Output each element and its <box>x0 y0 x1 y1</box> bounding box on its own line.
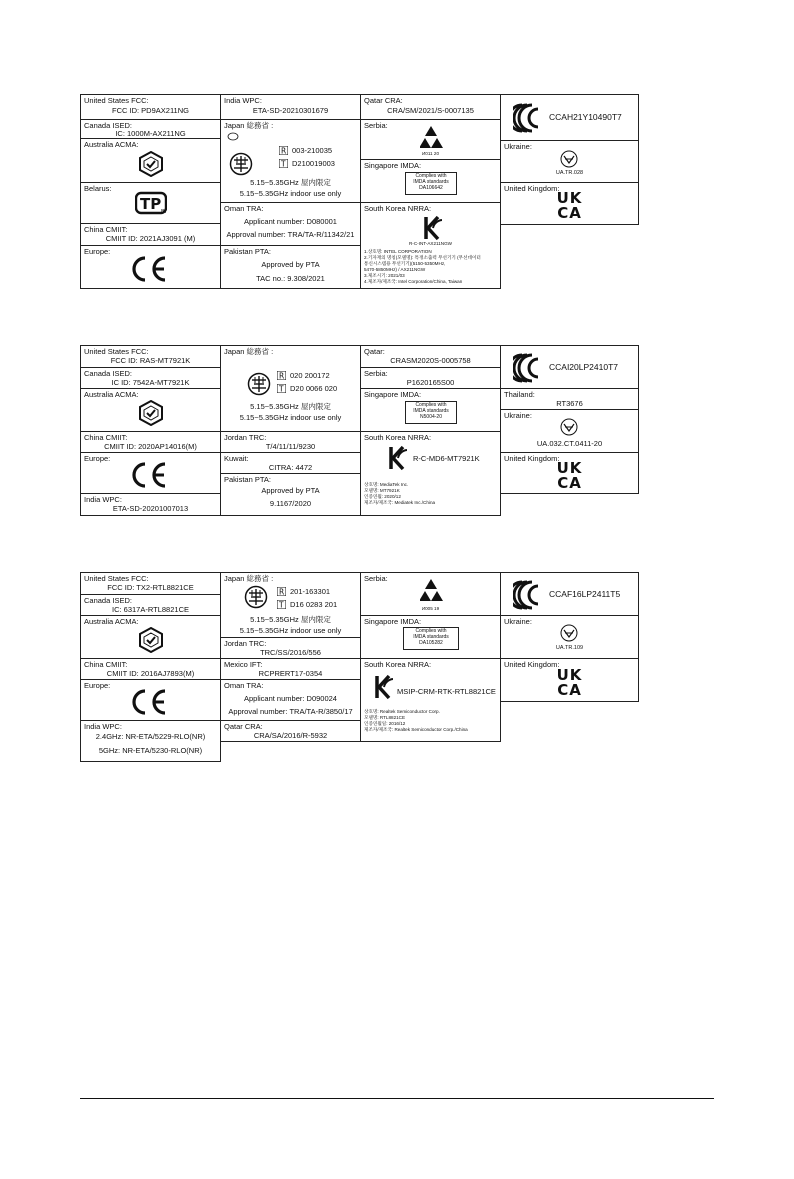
qatar-cra-value: CRA/SM/2021/S-0007135 <box>387 106 474 115</box>
qatar-label: Qatar: <box>364 347 385 356</box>
china-cmiit-value: CMIIT ID: 2021AJ3091 (M) <box>105 234 196 243</box>
cell-jordan-trc <box>221 638 361 659</box>
ncc-mark-icon <box>513 580 545 610</box>
europe-label: Europe: <box>84 454 111 463</box>
us-fcc-label: United States FCC: <box>84 574 149 583</box>
south-korea-label: South Korea NRRA: <box>364 660 432 669</box>
oman-tra-label: Oman TRA: <box>224 204 264 213</box>
ukca-mark-line1: UK <box>556 459 583 477</box>
singapore-imda-label: Singapore IMDA: <box>364 161 422 170</box>
ukca-mark-line2: CA <box>557 474 582 492</box>
cell-belarus <box>81 183 221 224</box>
ncc-code: CCAH21Y10490T7 <box>549 112 622 122</box>
cell-china-cmiit <box>81 432 221 453</box>
cell-ukraine <box>501 141 639 183</box>
japan-indoor: 5.15~5.35GHz indoor use only <box>239 189 342 198</box>
ce-mark-icon <box>131 688 171 716</box>
kr-line-1: 1.상호명: INTEL CORPORATION <box>364 249 432 254</box>
imda-box-line1: Complies with <box>415 402 447 408</box>
cell-australia-acma <box>81 616 221 659</box>
imda-box <box>405 401 457 424</box>
ukca-mark-line1: UK <box>556 666 583 684</box>
ukraine-label: Ukraine: <box>504 617 532 626</box>
us-fcc-value: FCC ID: TX2-RTL8821CE <box>107 583 194 592</box>
cell-europe <box>81 680 221 721</box>
cell-canada-ised <box>81 120 221 139</box>
kr-line-2: 모델명: MT7921K <box>364 488 400 493</box>
ukraine-code: UA.032.CT.0411-20 <box>536 439 603 448</box>
australia-acma-label: Australia ACMA: <box>84 140 139 149</box>
cell-ukraine <box>501 616 639 659</box>
oman-approval: Approval number: TRA/TA-R/3850/17 <box>228 707 353 716</box>
cell-thailand <box>501 389 639 410</box>
tp-by-icon <box>135 191 167 215</box>
cell-australia-acma <box>81 139 221 183</box>
canada-ised-value: IC: 1000M-AX211NG <box>115 129 186 138</box>
japan-indoor: 5.15~5.35GHz indoor use only <box>239 413 342 422</box>
rcm-icon <box>138 400 164 426</box>
cell-pakistan-pta <box>221 474 361 516</box>
cell-serbia <box>361 120 501 160</box>
kr-cert-code: R-C-MD6-MT7921K <box>413 454 480 463</box>
kr-cert-code: R-C-INT-AX211NGW <box>408 241 453 246</box>
jordan-trc-label: Jordan TRC: <box>224 433 267 442</box>
giteki-icon <box>229 152 253 176</box>
pakistan-approved: Approved by PTA <box>261 486 320 495</box>
giteki-icon <box>244 585 268 609</box>
ukraine-mark-icon <box>560 418 578 436</box>
japan-band: 5.15~5.35GHz 屋内限定 <box>250 615 331 624</box>
cert-table-2 <box>80 345 639 516</box>
ncc-code: CCAI20LP2410T7 <box>549 362 618 372</box>
australia-acma-label: Australia ACMA: <box>84 617 139 626</box>
imda-box-code: DA106642 <box>419 185 443 191</box>
india-wpc-24ghz: 2.4GHz: NR-ETA/5229-RLO(NR) <box>95 732 206 741</box>
cell-south-korea <box>361 203 501 289</box>
cell-japan <box>221 120 361 203</box>
kr-line-6: 4.제조자/제조국: Intel Corporation/China, Taiwan <box>364 279 463 284</box>
cell-japan <box>221 573 361 638</box>
t-box-icon <box>277 384 286 393</box>
ce-mark-icon <box>131 255 171 283</box>
r-box-icon <box>279 146 288 155</box>
serbia-value: P1620165S00 <box>406 378 455 387</box>
india-wpc-label: India WPC: <box>84 495 122 504</box>
t-box-icon <box>277 600 286 609</box>
cell-taiwan-ncc <box>501 573 639 616</box>
china-cmiit-value: CMIIT ID: 2016AJ7893(M) <box>106 669 195 678</box>
serbia-label: Serbia: <box>364 574 388 583</box>
jordan-trc-value: TRC/SS/2016/556 <box>260 648 321 657</box>
thailand-value: RT3676 <box>556 399 583 408</box>
belarus-label: Belarus: <box>84 184 112 193</box>
ukraine-mark-icon <box>560 624 578 642</box>
r-box-icon <box>277 587 286 596</box>
cell-mexico-ift <box>221 659 361 680</box>
ukraine-code: UA.TR.109 <box>555 645 584 651</box>
india-wpc-label: India WPC: <box>84 722 122 731</box>
kr-line-3: 인증연월일: 2016/12 <box>364 721 406 726</box>
japan-label: Japan 総務省 : <box>224 347 274 356</box>
oman-applicant: Applicant number: D090024 <box>244 694 337 703</box>
mexico-ift-value: RCPRERT17-0354 <box>258 669 323 678</box>
ce-mark-icon <box>131 461 171 489</box>
cell-india-wpc <box>221 95 361 120</box>
cell-united-kingdom <box>501 183 639 225</box>
australia-acma-label: Australia ACMA: <box>84 390 139 399</box>
jordan-trc-label: Jordan TRC: <box>224 639 267 648</box>
ncc-mark-icon <box>513 103 545 133</box>
kc-mark-icon <box>385 444 407 472</box>
serbia-triangle-icon <box>420 125 444 149</box>
cell-india-wpc <box>81 721 221 762</box>
united-kingdom-label: United Kingdom: <box>504 454 560 463</box>
cell-japan <box>221 346 361 432</box>
serbia-code: И011 20 <box>421 151 439 156</box>
cell-ukraine <box>501 410 639 453</box>
canada-ised-label: Canada ISED: <box>84 596 132 605</box>
oman-applicant: Applicant number: D080001 <box>244 217 337 226</box>
japan-label: Japan 総務省 : <box>224 121 274 130</box>
india-wpc-label: India WPC: <box>224 96 262 105</box>
canada-ised-label: Canada ISED: <box>84 369 132 378</box>
europe-label: Europe: <box>84 247 111 256</box>
pakistan-tac: TAC no.: 9.308/2021 <box>256 274 325 283</box>
cell-qatar <box>361 346 501 368</box>
cell-us-fcc <box>81 95 221 120</box>
cell-canada-ised <box>81 595 221 616</box>
us-fcc-value: FCC ID: PD9AX211NG <box>112 106 189 115</box>
t-box-icon <box>279 159 288 168</box>
imda-box-line2: IMDA standards <box>413 634 449 640</box>
pakistan-pta-label: Pakistan PTA: <box>224 475 271 484</box>
china-cmiit-label: China CMIIT: <box>84 433 128 442</box>
cell-oman-tra <box>221 680 361 721</box>
qatar-cra-label: Qatar CRA: <box>364 96 403 105</box>
cell-pakistan-pta <box>221 246 361 289</box>
cell-singapore-imda <box>361 389 501 432</box>
ncc-mark-icon <box>513 353 545 383</box>
cell-south-korea <box>361 659 501 742</box>
japan-r-number: 020 200172 <box>290 371 330 380</box>
cell-jordan-trc <box>221 432 361 453</box>
cert-table-1 <box>80 94 639 289</box>
kuwait-value: CITRA: 4472 <box>268 463 313 472</box>
rcm-icon <box>138 151 164 177</box>
ukraine-label: Ukraine: <box>504 142 532 151</box>
cell-us-fcc <box>81 346 221 368</box>
cell-china-cmiit <box>81 659 221 680</box>
imda-box-line2: IMDA standards <box>413 408 449 414</box>
canada-ised-value: IC: 6317A-RTL8821CE <box>112 605 189 614</box>
ukca-mark-line1: UK <box>556 189 583 207</box>
us-fcc-label: United States FCC: <box>84 96 149 105</box>
imda-box-code: N5004-20 <box>420 414 442 420</box>
india-wpc-value: ETA-SD-20201007013 <box>112 504 189 513</box>
cell-china-cmiit <box>81 224 221 246</box>
us-fcc-value: FCC ID: RAS-MT7921K <box>110 356 191 365</box>
kr-line-1: 상호명: MediaTek Inc. <box>364 482 409 487</box>
kr-line-4: 제조자/제조국: Realtek Semiconductor Corp./China <box>364 727 468 732</box>
japan-small-mark-icon <box>227 132 239 141</box>
ukraine-label: Ukraine: <box>504 411 532 420</box>
us-fcc-label: United States FCC: <box>84 347 149 356</box>
japan-band: 5.15~5.35GHz 屋内限定 <box>250 178 331 187</box>
kc-mark-icon <box>371 673 393 701</box>
cell-taiwan-ncc <box>501 95 639 141</box>
china-cmiit-label: China CMIIT: <box>84 225 128 234</box>
japan-indoor: 5.15~5.35GHz indoor use only <box>239 626 342 635</box>
cell-united-kingdom <box>501 453 639 494</box>
cell-south-korea <box>361 432 501 516</box>
cell-taiwan-ncc <box>501 346 639 389</box>
ukca-mark-line2: CA <box>557 204 582 222</box>
cell-india-wpc <box>81 494 221 516</box>
japan-r-number: 201-163301 <box>290 587 331 596</box>
canada-ised-label: Canada ISED: <box>84 121 132 130</box>
kr-line-4: 5470-5850MHz) / AX211NGW <box>364 267 426 272</box>
kr-line-5: 3.제조시기: 2021/03 <box>364 273 405 278</box>
kr-line-1: 상호명: Realtek Semiconductor Corp. <box>364 709 440 714</box>
imda-box <box>403 627 459 650</box>
thailand-label: Thailand: <box>504 390 535 399</box>
kr-line-4: 제조자/제조국: Mediatek Inc./China <box>364 500 436 505</box>
serbia-label: Serbia: <box>364 369 388 378</box>
oman-tra-label: Oman TRA: <box>224 681 264 690</box>
imda-box-line2: IMDA standards <box>413 179 449 185</box>
kr-line-3: 인증연월: 2020/12 <box>364 494 401 499</box>
united-kingdom-label: United Kingdom: <box>504 184 560 193</box>
cell-united-kingdom <box>501 659 639 702</box>
pakistan-approved: Approved by PTA <box>261 260 320 269</box>
qatar-cra-value: CRA/SA/2016/R-5932 <box>253 731 328 740</box>
japan-r-number: 003-210035 <box>292 146 333 155</box>
imda-box-line1: Complies with <box>415 173 447 179</box>
cell-singapore-imda <box>361 616 501 659</box>
rcm-icon <box>138 627 164 653</box>
footer-rule <box>80 1098 714 1099</box>
mexico-ift-label: Mexico IFT: <box>224 660 263 669</box>
cell-australia-acma <box>81 389 221 432</box>
qatar-value: CRASM2020S-0005758 <box>390 356 471 365</box>
cell-singapore-imda <box>361 160 501 203</box>
cert-table-3 <box>80 572 639 762</box>
pakistan-pta-label: Pakistan PTA: <box>224 247 271 256</box>
serbia-triangle-icon <box>420 578 444 602</box>
cell-kuwait <box>221 453 361 474</box>
singapore-imda-label: Singapore IMDA: <box>364 390 422 399</box>
united-kingdom-label: United Kingdom: <box>504 660 560 669</box>
imda-box <box>405 172 457 195</box>
ukraine-code: UA.TR.028 <box>555 170 584 176</box>
cell-serbia <box>361 368 501 389</box>
kuwait-label: Kuwait: <box>224 454 249 463</box>
india-wpc-value: ETA-SD-20210301679 <box>252 106 329 115</box>
japan-t-number: D20 0066 020 <box>290 384 338 393</box>
serbia-code: И005 19 <box>421 606 440 611</box>
cell-europe <box>81 246 221 289</box>
japan-t-number: D210019003 <box>292 159 335 168</box>
cell-europe <box>81 453 221 494</box>
giteki-icon <box>247 372 271 396</box>
jordan-trc-value: T/4/11/11/9230 <box>265 442 316 451</box>
cell-qatar-cra <box>221 721 361 742</box>
china-cmiit-value: CMIIT ID: 2020AP14016(M) <box>104 442 197 451</box>
china-cmiit-label: China CMIIT: <box>84 660 128 669</box>
ncc-code: CCAF16LP2411T5 <box>549 589 621 599</box>
cell-qatar-cra <box>361 95 501 120</box>
europe-label: Europe: <box>84 681 111 690</box>
canada-ised-value: IC ID: 7542A-MT7921K <box>111 378 190 387</box>
imda-box-line1: Complies with <box>415 628 447 634</box>
kr-line-2: 모델명: RTL8821CE <box>364 715 406 720</box>
japan-t-number: D16 0283 201 <box>290 600 338 609</box>
cell-canada-ised <box>81 368 221 389</box>
india-wpc-5ghz: 5GHz: NR-ETA/5230-RLO(NR) <box>98 746 203 755</box>
south-korea-label: South Korea NRRA: <box>364 204 432 213</box>
cell-serbia <box>361 573 501 616</box>
cell-us-fcc <box>81 573 221 595</box>
kr-line-2: 2.기자재의 명칭(모델명): 특정소출력 무선기기 (무선데이터 <box>364 255 481 260</box>
kc-mark-icon <box>420 214 442 242</box>
cell-oman-tra <box>221 203 361 246</box>
qatar-cra-label: Qatar CRA: <box>224 722 263 731</box>
japan-band: 5.15~5.35GHz 屋内限定 <box>250 402 331 411</box>
r-box-icon <box>277 371 286 380</box>
kr-cert-code: MSIP-CRM-RTK-RTL8821CE <box>397 687 496 696</box>
south-korea-label: South Korea NRRA: <box>364 433 432 442</box>
singapore-imda-label: Singapore IMDA: <box>364 617 422 626</box>
pakistan-tac: 9.1167/2020 <box>269 499 312 508</box>
ukca-mark-line2: CA <box>557 681 582 699</box>
serbia-label: Serbia: <box>364 121 388 130</box>
kr-line-3: 통신시스템용 무선기기)(5150-5350MHz, <box>364 261 446 266</box>
imda-box-code: DA105282 <box>419 640 443 646</box>
oman-approval: Approval number: TRA/TA-R/11342/21 <box>226 230 355 239</box>
japan-label: Japan 総務省 : <box>224 574 274 583</box>
ukraine-mark-icon <box>560 150 578 168</box>
